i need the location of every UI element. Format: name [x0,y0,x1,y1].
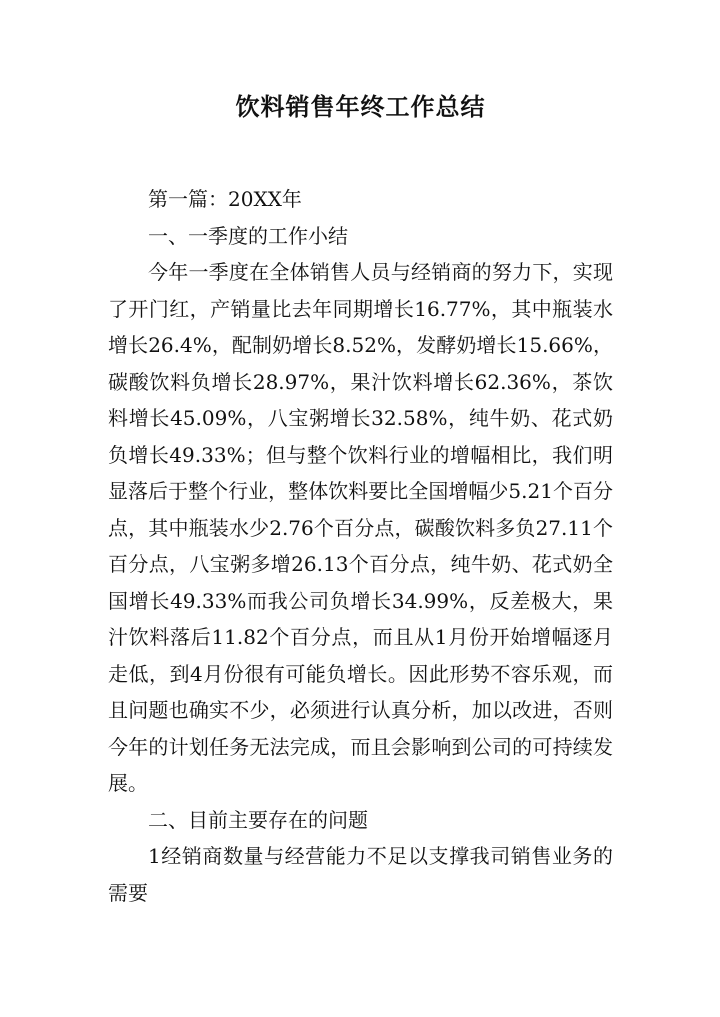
document-title: 饮料销售年终工作总结 [235,93,486,121]
problem-item-1: 1经销商数量与经营能力不足以支撑我司销售业务的需要 [108,844,613,905]
q1-summary-paragraph: 今年一季度在全体销售人员与经销商的努力下，实现了开门红，产销量比去年同期增长16.77%，其中瓶装水增长26.4%，配制奶增长8.52%，发酵奶增长15.66%，碳酸饮料负增长28.97%，果汁饮料增长62.36%，茶饮料增长45.09%，八宝粥增长32.58%，纯牛奶、花式奶负增长49.33%；但与整个饮料行业的增幅相比，我们明显落后于整个行业，整体饮料要比全国增幅少5.21个百分点，其中瓶装水少2.76个百分点，碳酸饮料多负27.11个百分点，八宝粥多增26.13个百分点，纯牛奶、花式奶全国增长49.33%而我公司负增长34.99%，反差极大，果汁饮料落后11.82个百分点，而且从1月份开始增幅逐月走低，到4月份很有可能负增长。因此形势不容乐观，而且问题也确实不少，必须进行认真分析，加以改进，否则今年的计划任务无法完成，而且会影响到公司的可持续发展。 [108,260,613,795]
document-page [108,86,613,911]
section-heading-main-problems: 二、目前主要存在的问题 [148,807,368,832]
section-heading-q1-summary: 一、一季度的工作小结 [148,223,348,248]
section-heading-part-one: 第一篇：20XX年 [148,187,302,211]
document-body [108,181,613,911]
